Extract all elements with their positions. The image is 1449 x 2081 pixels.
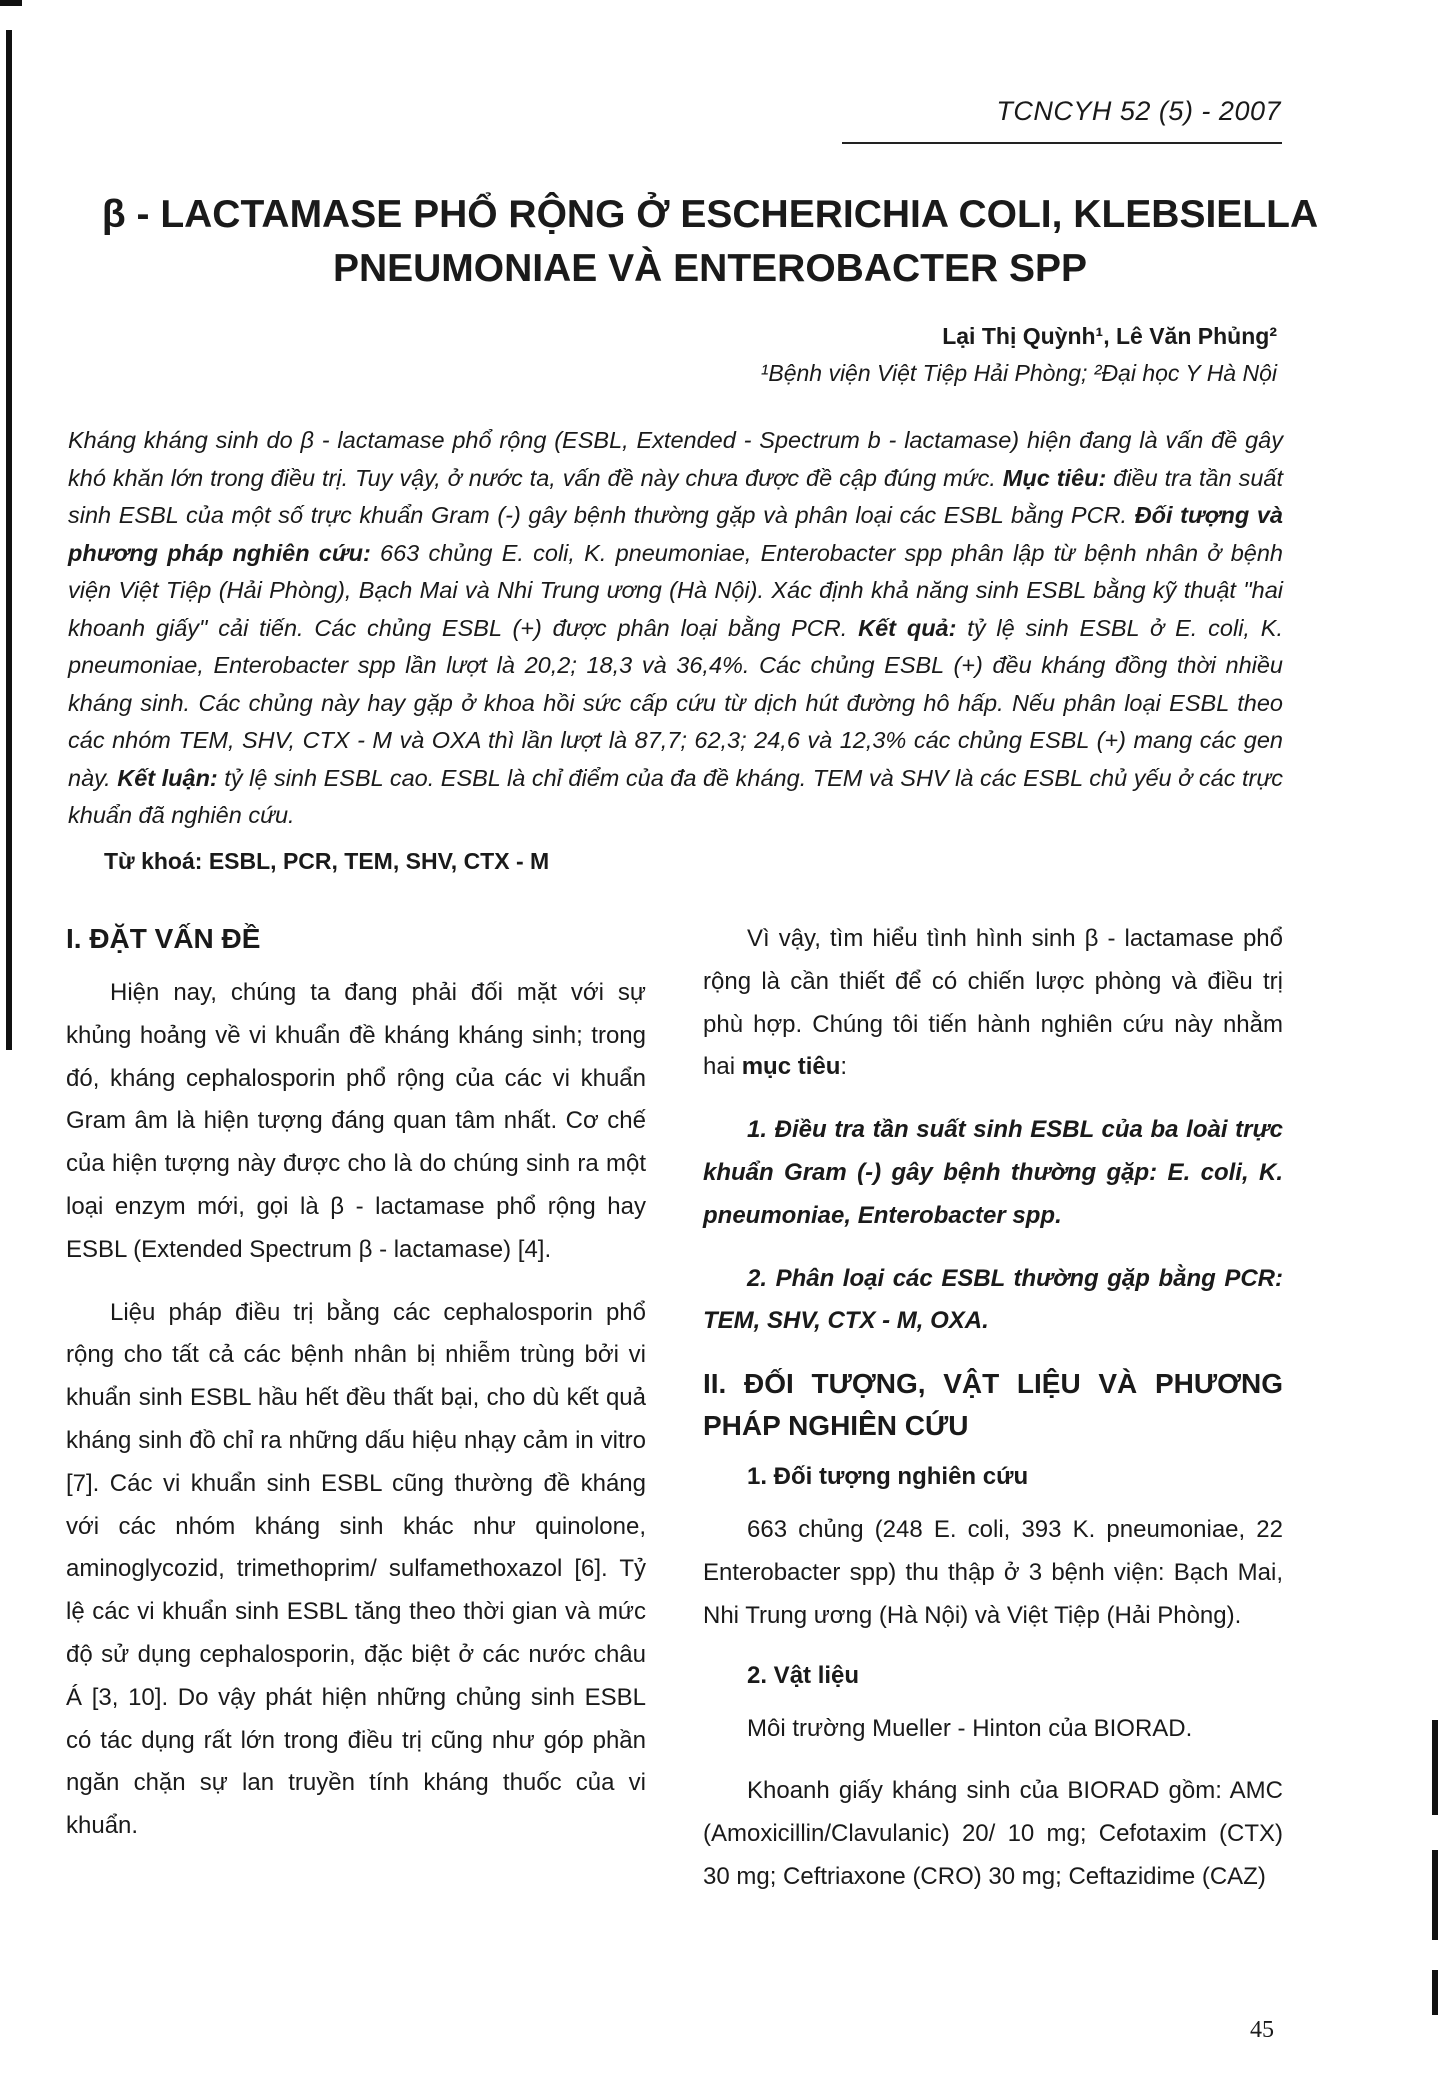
scan-edge-mark	[1432, 1850, 1438, 1940]
paragraph: Khoanh giấy kháng sinh của BIORAD gồm: AMC (Amoxicillin/Clavulanic) 20/ 10 mg; Cefotaxim (CTX) 30 mg; Ceftriaxone (CRO) 30 mg; Ceftazidime (CAZ)	[703, 1777, 1283, 1890]
scan-edge-mark	[0, 0, 22, 6]
title-line: β - LACTAMASE PHỔ RỘNG Ở ESCHERICHIA COLI, KLEBSIELLA	[101, 193, 1319, 236]
subsection-heading: 2. Vật liệu	[747, 1661, 860, 1689]
abstract-label-method: Đối tượng và phương pháp nghiên cứu:	[68, 502, 1283, 566]
paragraph: Liệu pháp điều trị bằng các cephalosporin phổ rộng cho tất cả các bệnh nhân bị nhiễm trùng bởi vi khuẩn sinh ESBL hầu hết đều thất bại, cho dù kết quả kháng sinh đồ chỉ ra những dấu hiệu nhạy cảm in vitro [7]. Các vi khuẩn sinh ESBL cũng thường đề kháng với các nhóm kháng sinh khác như quinolone, aminoglycozid, trimethoprim/ sulfamethoxazol [6]. Tỷ lệ các vi khuẩn sinh ESBL tăng theo thời gian và mức độ sử dụng cephalosporin, đặc biệt ở các nước châu Á [3, 10]. Do vậy phát hiện những chủng sinh ESBL có tác dụng rất lớn trong điều trị cũng như góp phần ngăn chặn sự lan truyền tính kháng thuốc của vi khuẩn.	[66, 1298, 646, 1840]
left-column	[66, 918, 646, 1868]
scan-edge-mark	[1432, 1720, 1438, 1815]
paragraph	[703, 918, 1283, 1089]
abstract-text: 663 chủng E. coli, K. pneumoniae, Enterobacter spp phân lập từ bệnh nhân ở bệnh viện Việt Tiệp (Hải Phòng), Bạch Mai và Nhi Trung ương (Hà Nội). Xác định khả năng sinh ESBL bằng kỹ thuật "hai khoanh giấy" cải tiến. Các chủng ESBL (+) được phân loại bằng PCR.	[68, 539, 1283, 641]
section-heading: I. ĐẶT VẤN ĐỀ	[66, 923, 261, 954]
paragraph: 663 chủng (248 E. coli, 393 K. pneumoniae, 22 Enterobacter spp) thu thập ở 3 bệnh viện: Bạch Mai, Nhi Trung ương (Hà Nội) và Việt Tiệp (Hải Phòng).	[703, 1516, 1283, 1629]
title-line: PNEUMONIAE VÀ ENTEROBACTER SPP	[332, 247, 1088, 290]
abstract-label-conclusion: Kết luận:	[117, 764, 218, 791]
abstract-text: điều tra tần suất sinh ESBL của một số trực khuẩn Gram (-) gây bệnh thường gặp và phân loại các ESBL bằng PCR.	[68, 464, 1283, 528]
abstract-label-objective: Mục tiêu:	[1002, 464, 1107, 491]
abstract-label-results: Kết quả:	[858, 614, 957, 641]
affiliations: ¹Bệnh viện Việt Tiệp Hải Phòng; ²Đại học Y Hà Nội	[760, 360, 1277, 386]
objective-item: 1. Điều tra tần suất sinh ESBL của ba loài trực khuẩn Gram (-) gây bệnh thường gặp: E. coli, K. pneumoniae, Enterobacter spp.	[703, 1116, 1283, 1229]
header-rule	[842, 142, 1282, 144]
abstract-text: tỷ lệ sinh ESBL cao. ESBL là chỉ điểm của đa đề kháng. TEM và SHV là các ESBL chủ yếu ở các trực khuẩn đã nghiên cứu.	[68, 764, 1284, 828]
scan-edge-mark	[1432, 1970, 1438, 2015]
paragraph: Môi trường Mueller - Hinton của BIORAD.	[747, 1714, 1193, 1742]
right-column	[703, 918, 1283, 1919]
paragraph: Hiện nay, chúng ta đang phải đối mặt với sự khủng hoảng về vi khuẩn đề kháng kháng sinh; trong đó, kháng cephalosporin phổ rộng của các vi khuẩn Gram âm là hiện tượng đáng quan tâm nhất. Cơ chế của hiện tượng này được cho là do chúng sinh ra một loại enzym mới, gọi là β - lactamase phổ rộng hay ESBL (Extended Spectrum β - lactamase) [4].	[66, 979, 646, 1263]
abstract	[68, 422, 1283, 835]
subsection-heading: 1. Đối tượng nghiên cứu	[747, 1463, 1029, 1491]
authors: Lại Thị Quỳnh¹, Lê Văn Phủng²	[942, 323, 1277, 349]
objective-item: 2. Phân loại các ESBL thường gặp bằng PCR: TEM, SHV, CTX - M, OXA.	[703, 1264, 1283, 1335]
objectives-label: mục tiêu	[741, 1053, 841, 1081]
section-heading: II. ĐỐI TƯỢNG, VẬT LIỆU VÀ PHƯƠNG PHÁP NGHIÊN CỨU	[703, 1368, 1283, 1442]
article-title	[70, 188, 1350, 296]
keywords: Từ khoá: ESBL, PCR, TEM, SHV, CTX - M	[104, 848, 550, 874]
journal-header: TCNCYH 52 (5) - 2007	[996, 96, 1281, 126]
paragraph-text: Vì vậy, tìm hiểu tình hình sinh β - lactamase phổ rộng là cần thiết để có chiến lược phòng và điều trị phù hợp. Chúng tôi tiến hành nghiên cứu này nhằm hai	[703, 925, 1283, 1081]
abstract-text: tỷ lệ sinh ESBL ở E. coli, K. pneumoniae, Enterobacter spp lần lượt là 20,2; 18,3 và 36,4%. Các chủng ESBL (+) đều kháng đồng thời nhiều kháng sinh. Các chủng này hay gặp ở khoa hồi sức cấp cứu từ dịch hút đường hô hấp. Nếu phân loại ESBL theo các nhóm TEM, SHV, CTX - M và OXA thì lần lượt là 87,7; 62,3; 24,6 và 12,3% các chủng ESBL (+) mang các gen này.	[68, 614, 1284, 791]
paragraph-text: :	[840, 1053, 848, 1081]
scan-edge-mark	[6, 30, 12, 1050]
page-number: 45	[1250, 2017, 1274, 2043]
abstract-text: Kháng kháng sinh do β - lactamase phổ rộng (ESBL, Extended - Spectrum b - lactamase) hiện đang là vấn đề gây khó khăn lớn trong điều trị. Tuy vậy, ở nước ta, vấn đề này chưa được đề cập đúng mức.	[68, 427, 1283, 491]
